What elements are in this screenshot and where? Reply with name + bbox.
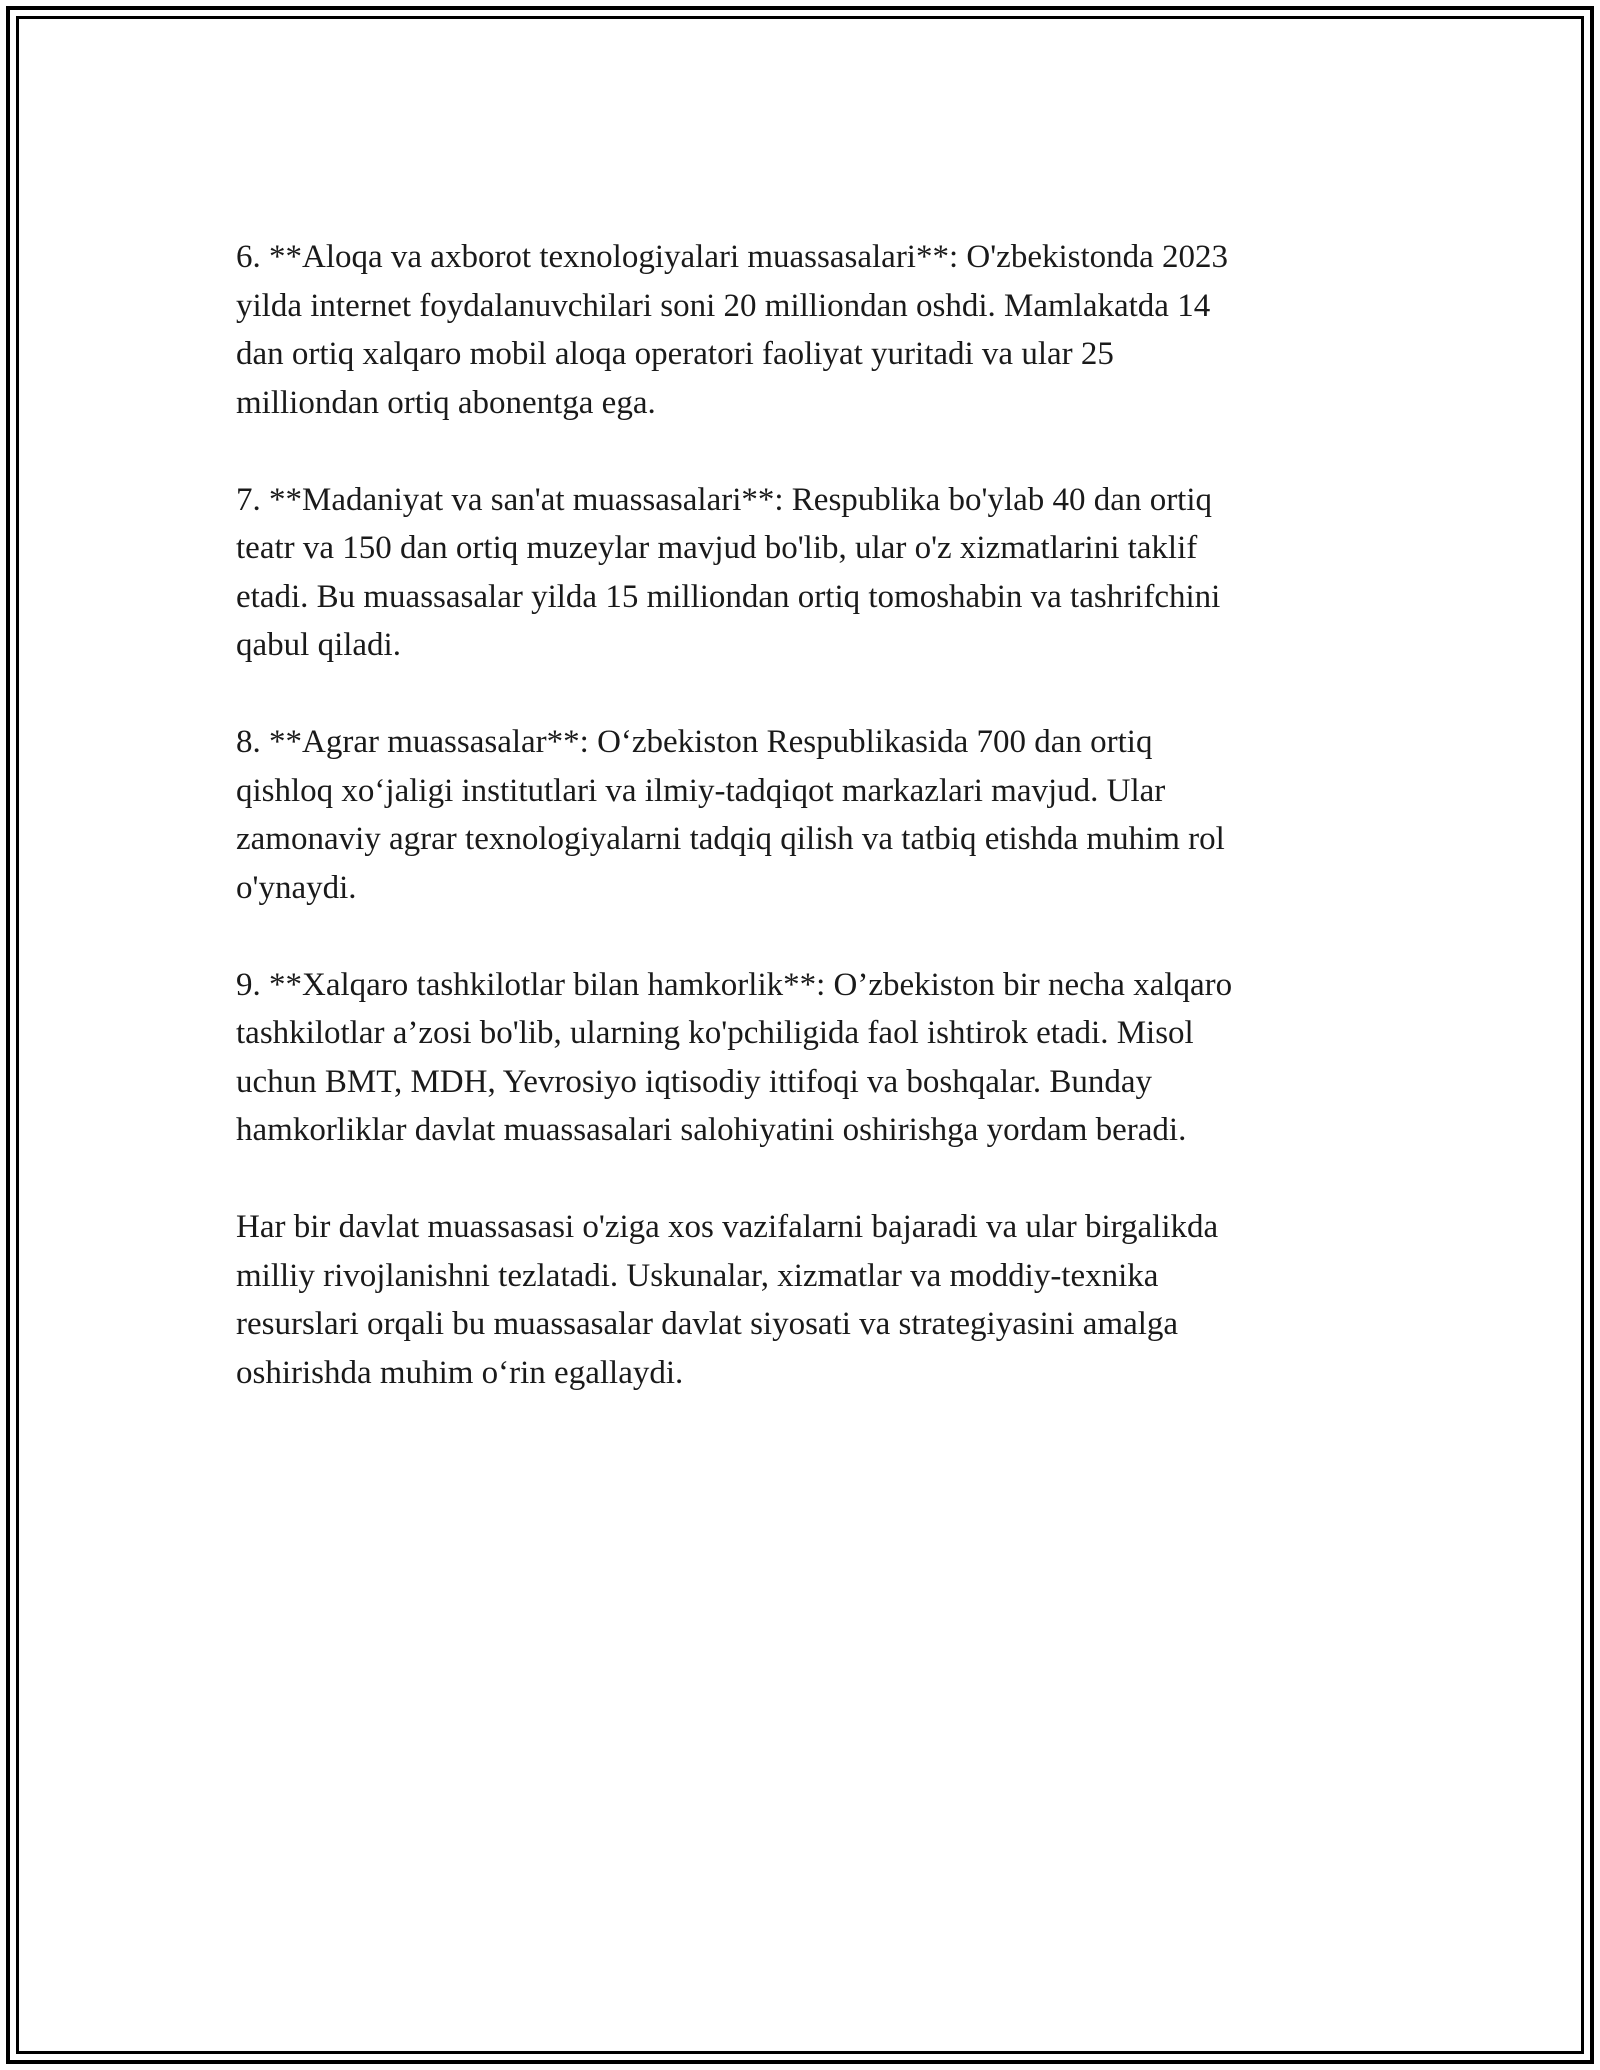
document-body [236, 233, 1386, 1446]
paragraph-item-7: 7. **Madaniyat va san'at muassasalari**: Respublika bo'ylab 40 dan ortiq teatr va 150 dan ortiq muzeylar mavjud bo'lib, ular o'z xizmatlarini taklif etadi. Bu muassasalar yilda 15 milliondan ortiq tomoshabin va tashrifchini qabul qiladi. [236, 481, 1221, 663]
paragraph-conclusion: Har bir davlat muassasasi o'ziga xos vazifalarni bajaradi va ular birgalikda milliy rivojlanishni tezlatadi. Uskunalar, xizmatlar va moddiy-texnika resurslari orqali bu muassasalar davlat siyosati va strategiyasini amalga oshirishda muhim o‘rin egallaydi. [236, 1209, 1219, 1391]
paragraph-item-6: 6. **Aloqa va axborot texnologiyalari muassasalari**: O'zbekistonda 2023 yilda internet foydalanuvchilari soni 20 milliondan oshdi. Mamlakatda 14 dan ortiq xalqaro mobil aloqa operatori faoliyat yuritadi va ular 25 milliondan ortiq abonentga ega. [236, 239, 1229, 421]
paragraph-item-8: 8. **Agrar muassasalar**: O‘zbekiston Respublikasida 700 dan ortiq qishloq xo‘jaligi institutlari va ilmiy-tadqiqot markazlari mavjud. Ular zamonaviy agrar texnologiyalarni tadqiq qilish va tatbiq etishda muhim rol o'ynaydi. [236, 724, 1225, 906]
paragraph-item-9: 9. **Xalqaro tashkilotlar bilan hamkorlik**: O’zbekiston bir necha xalqaro tashkilotlar a’zosi bo'lib, ularning ko'pchiligida faol ishtirok etadi. Misol uchun BMT, MDH, Yevrosiyo iqtisodiy ittifoqi va boshqalar. Bunday hamkorliklar davlat muassasalari salohiyatini oshirishga yordam beradi. [236, 966, 1233, 1148]
